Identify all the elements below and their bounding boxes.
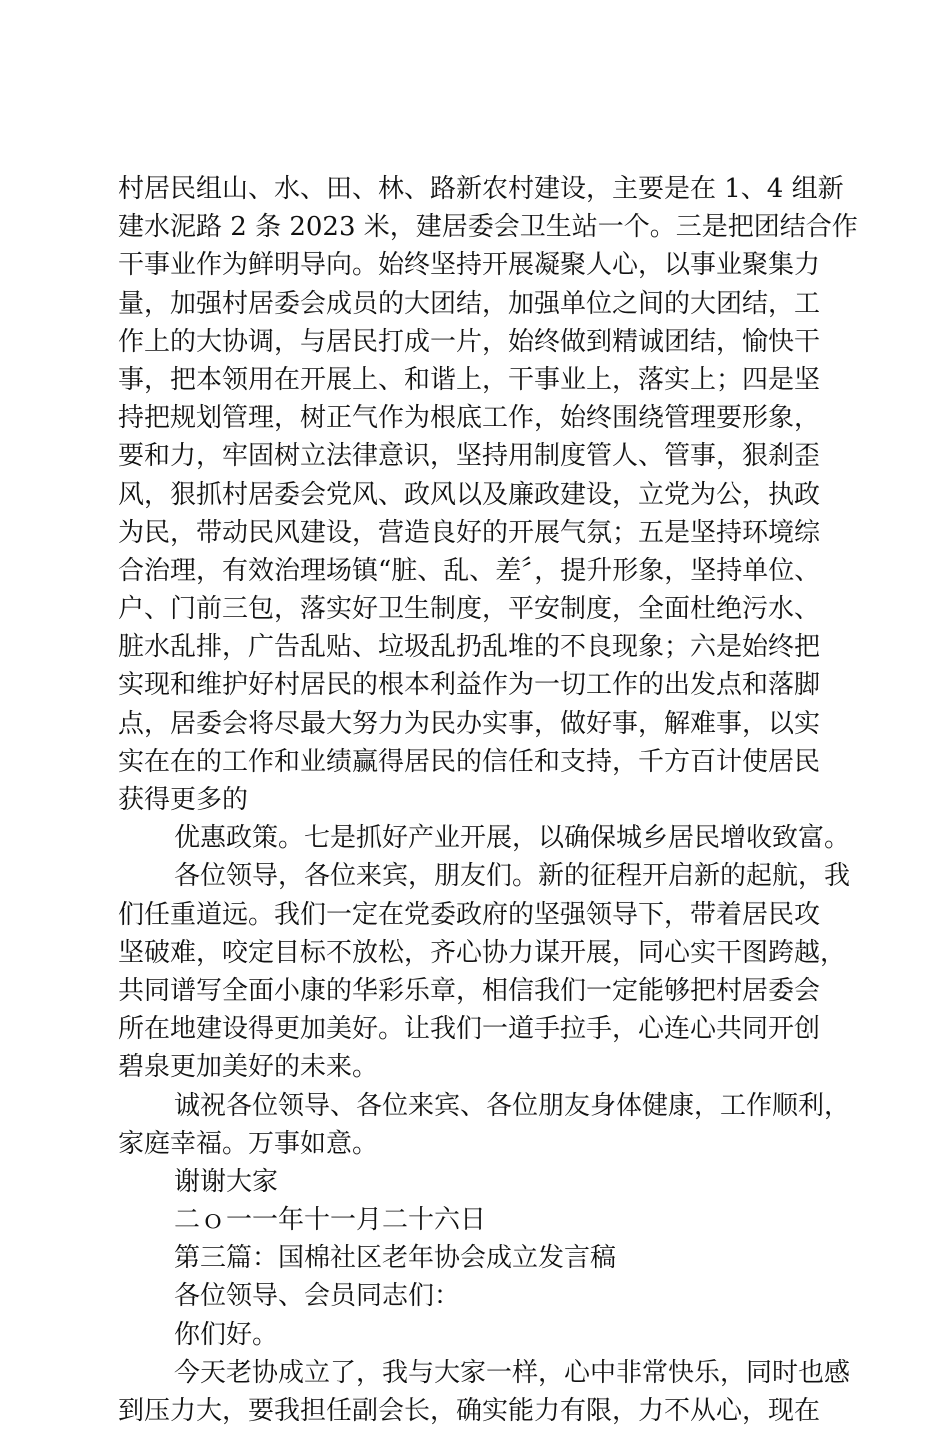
text-line: 们任重道远。我们一定在党委政府的坚强领导下，带着居民攻 [118, 899, 821, 930]
text-line: 脏水乱排，广告乱贴、垃圾乱扔乱堆的不良现象；六是始终把 [118, 632, 821, 663]
text-line: 优惠政策。七是抓好产业开展，以确保城乡居民增收致富。 [174, 823, 851, 854]
text-line: 风，狠抓村居委会党风、政风以及廉政建设，立党为公，执政 [118, 479, 821, 510]
text-line: 建水泥路 2 条 2023 米，建居委会卫生站一个。三是把团结合作 [118, 212, 858, 243]
text-line: 二ｏ一一年十一月二十六日 [174, 1205, 487, 1236]
text-line: 共同谱写全面小康的华彩乐章，相信我们一定能够把村居委会 [118, 975, 821, 1006]
text-line: 事，把本领用在开展上、和谐上，干事业上，落实上；四是坚 [118, 364, 821, 395]
text-line: 要和力，牢固树立法律意识，坚持用制度管人、管事，狠刹歪 [118, 441, 821, 472]
text-line: 各位领导、会员同志们： [174, 1281, 461, 1312]
text-line: 到压力大，要我担任副会长，确实能力有限，力不从心，现在 [118, 1396, 821, 1426]
document-body [118, 170, 858, 1430]
text-line: 所在地建设得更加美好。让我们一道手拉手，心连心共同开创 [118, 1014, 821, 1045]
text-line: 实现和维护好村居民的根本利益作为一切工作的出发点和落脚 [118, 670, 821, 701]
text-line: 户、门前三包，落实好卫生制度，平安制度，全面杜绝污水、 [118, 594, 821, 625]
text-line: 第三篇：国棉社区老年协会成立发言稿 [174, 1243, 617, 1274]
text-line: 坚破难，咬定目标不放松，齐心协力谋开展，同心实干图跨越， [118, 937, 847, 968]
text-line: 谢谢大家 [174, 1166, 279, 1197]
text-line: 点，居委会将尽最大努力为民办实事，做好事，解难事，以实 [118, 708, 821, 739]
text-line: 家庭幸福。万事如意。 [118, 1128, 379, 1159]
text-line: 今天老协成立了，我与大家一样，心中非常快乐，同时也感 [174, 1357, 851, 1388]
text-line: 村居民组山、水、田、林、路新农村建设，主要是在 1、4 组新 [118, 174, 844, 204]
text-line: 你们好。 [174, 1319, 279, 1350]
text-line: 碧泉更加美好的未来。 [118, 1052, 379, 1083]
text-line: 诚祝各位领导、各位来宾、各位朋友身体健康，工作顺利， [174, 1090, 851, 1121]
text-line: 持把规划管理，树正气作为根底工作，始终围绕管理要形象， [118, 403, 821, 434]
text-line: 干事业作为鲜明导向。始终坚持开展凝聚人心，以事业聚集力 [118, 250, 821, 281]
text-line: 实在在的工作和业绩赢得居民的信任和支持，千方百计使居民 [118, 746, 821, 777]
text-line: 获得更多的 [118, 785, 249, 815]
text-line: 合治理，有效治理场镇“脏、乱、差〞，提升形象，坚持单位、 [118, 555, 821, 586]
text-line: 量，加强村居委会成员的大团结，加强单位之间的大团结，工 [118, 288, 821, 319]
text-line: 为民，带动民风建设，营造良好的开展气氛；五是坚持环境综 [118, 517, 821, 548]
text-line: 各位领导，各位来宾，朋友们。新的征程开启新的起航，我 [174, 861, 851, 892]
text-line: 作上的大协调，与居民打成一片，始终做到精诚团结，愉快干 [118, 326, 821, 357]
